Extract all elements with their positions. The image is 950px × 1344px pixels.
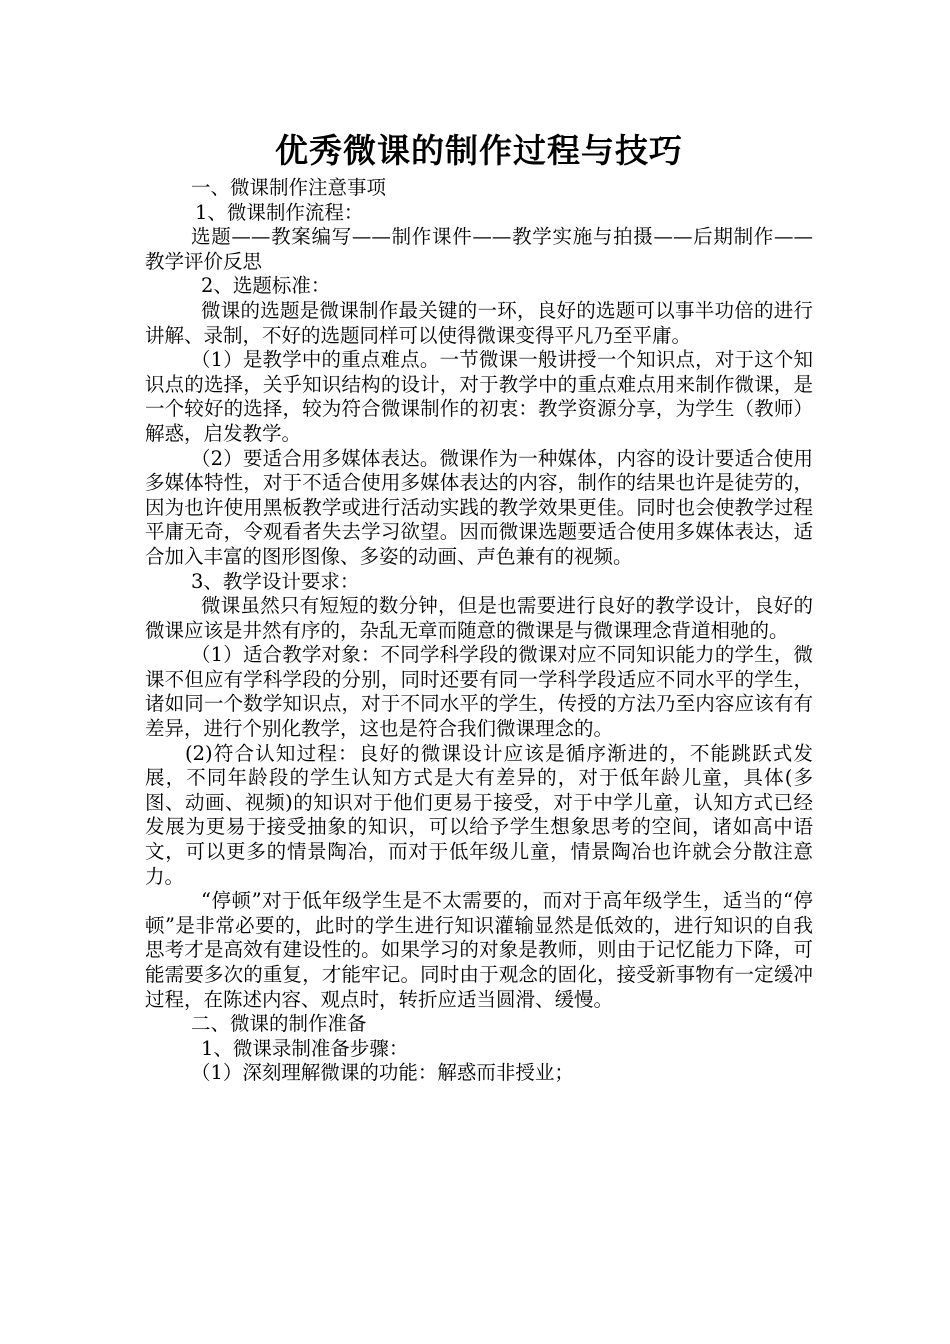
subheading-workflow: 1、微课制作流程： — [195, 200, 364, 224]
document-title: 优秀微课的制作过程与技巧 — [275, 131, 683, 170]
paragraph-audience: （1）适合教学对象：不同学科学段的微课对应不同知识能力的学生，微课不但应有学科学段的分别，同时还要有同一学科学段适应不同水平的学生，诸如同一个数学知识点，对于不同水平的学生，传授的方法乃至内容应该有有差异，进行个别化教学，这也是符合我们微课理念的。 — [145, 643, 813, 741]
subheading-topic-criteria: 2、选题标准： — [201, 274, 331, 298]
paragraph-topic-intro: 微课的选题是微课制作最关键的一环，良好的选题可以事半功倍的进行讲解、录制，不好的选题同样可以使得微课变得平凡乃至平庸。 — [145, 298, 813, 347]
subheading-recording-steps: 1、微课录制准备步骤： — [201, 1036, 409, 1060]
section-heading-2: 二、微课的制作准备 — [191, 1012, 367, 1036]
paragraph-multimedia: （2）要适合用多媒体表达。微课作为一种媒体，内容的设计要适合使用多媒体特性，对于不适合使用多媒体表达的内容，制作的结果也许是徒劳的，因为也许使用黑板教学或进行活动实践的教学效果更佳。同时也会使教学过程平庸无奇，令观看者失去学习欲望。因而微课选题要适合使用多媒体表达，适合加入丰富的图形图像、多姿的动画、声色兼有的视频。 — [145, 446, 813, 568]
paragraph-key-points: （1）是教学中的重点难点。一节微课一般讲授一个知识点，对于这个知识点的选择，关乎知识结构的设计，对于教学中的重点难点用来制作微课，是一个较好的选择，较为符合微课制作的初衷：教学资源分享，为学生（教师）解惑，启发教学。 — [145, 348, 813, 445]
subheading-design-requirements: 3、教学设计要求： — [191, 569, 360, 593]
document-page — [145, 128, 813, 1086]
paragraph-pause: “停顿”对于低年级学生是不太需要的，而对于高年级学生，适当的“停顿”是非常必要的，此时的学生进行知识灌输显然是低效的，进行知识的自我思考才是高效有建设性的。如果学习的对象是教师，则由于记忆能力下降，可能需要多次的重复，才能牢记。同时由于观念的固化，接受新事物有一定缓冲过程，在陈述内容、观点时，转折应适当圆滑、缓慢。 — [145, 889, 813, 1011]
paragraph-design-intro: 微课虽然只有短短的数分钟，但是也需要进行良好的教学设计，良好的微课应该是井然有序的，杂乱无章而随意的微课是与微课理念背道相驰的。 — [145, 594, 813, 642]
paragraph-step-1: （1）深刻理解微课的功能：解惑而非授业； — [191, 1061, 574, 1085]
paragraph-workflow: 选题——教案编写——制作课件——教学实施与拍摄——后期制作——教学评价反思 — [145, 225, 813, 273]
section-heading-1: 一、微课制作注意事项 — [191, 176, 387, 199]
paragraph-cognition: (2)符合认知过程：良好的微课设计应该是循序渐进的，不能跳跃式发展，不同年龄段的学生认知方式是大有差异的，对于低年龄儿童，具体(多图、动画、视频)的知识对于他们更易于接受，对于中学儿童，认知方式已经发展为更易于接受抽象的知识，可以给予学生想象思考的空间，诸如高中语文，可以更多的情景陶冶，而对于低年级儿童，情景陶冶也许就会分散注意力。 — [145, 741, 813, 888]
